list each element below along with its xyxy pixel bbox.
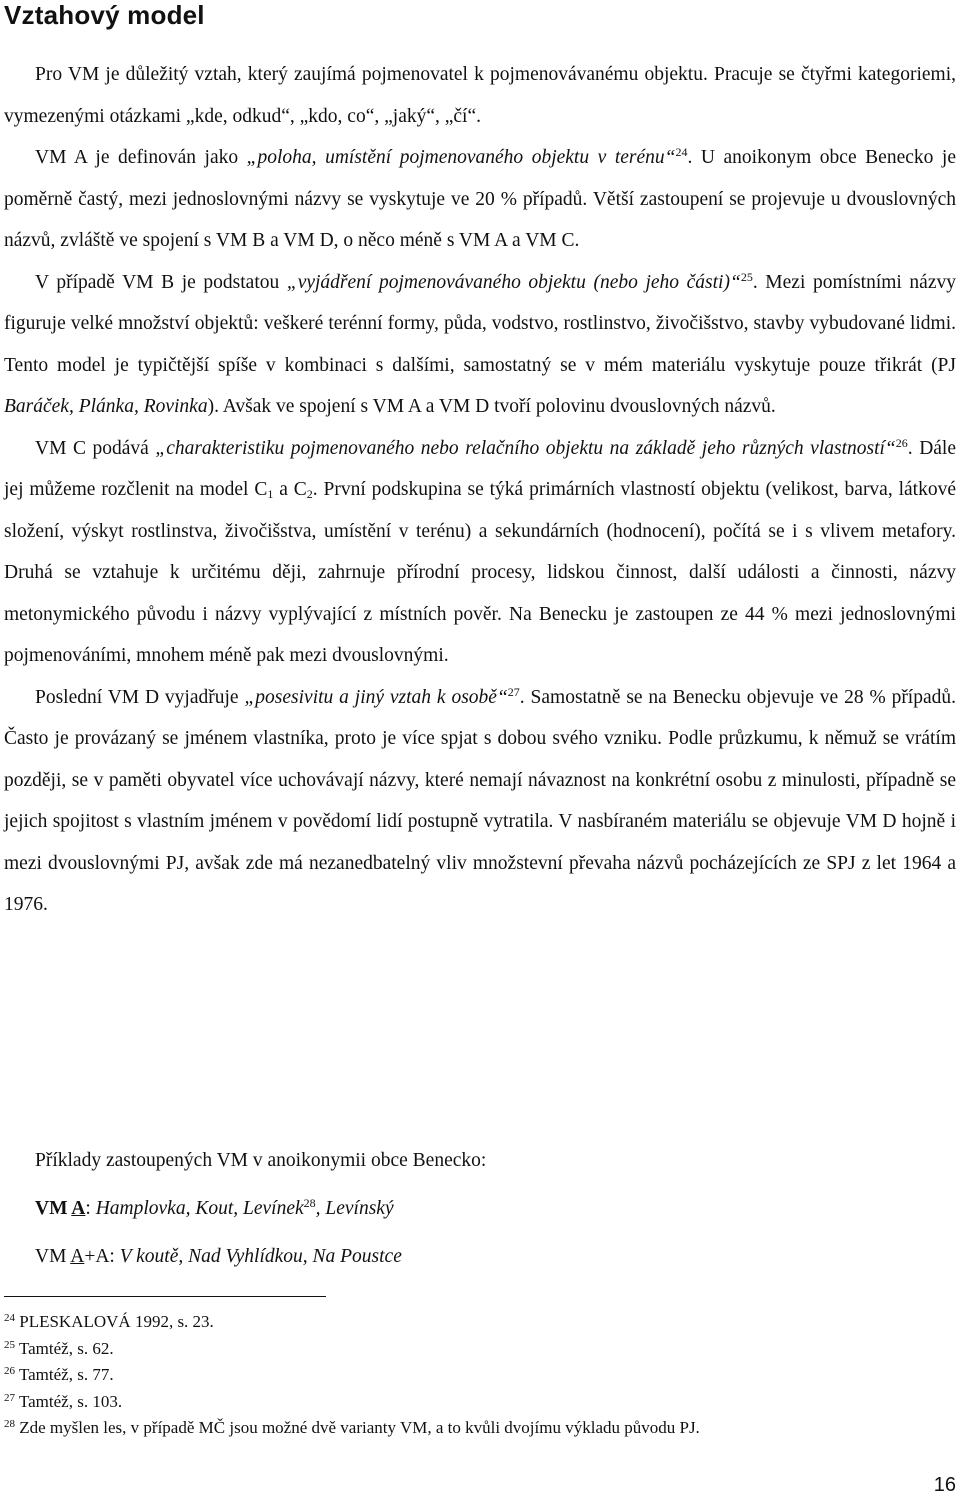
footnote-text: Zde myšlen les, v případě MČ jsou možné dvě varianty VM, a to kvůli dvojímu výkladu původu PJ.: [15, 1418, 700, 1437]
p2-text-c: . U anoikonym obce Benecko je poměrně častý, mezi jednoslovnými názvy se vyskytuje ve 20 % případů. Větší zastoupení se projevuje u dvouslovných názvů, zvláště ve spojení s VM B a VM D, o něco méně s VM A a VM C.: [4, 147, 956, 251]
footnote-number: 27: [4, 1391, 15, 1404]
vm-a-colon: :: [85, 1198, 96, 1219]
footnote-number: 25: [4, 1338, 15, 1351]
footnote-ref-25: 25: [740, 269, 753, 284]
p3-text-e: ). Avšak ve spojení s VM A a VM D tvoří polovinu dvouslovných názvů.: [207, 396, 776, 417]
footnotes: [4, 1309, 956, 1442]
paragraph-1: Pro VM je důležitý vztah, který zaujímá pojmenovatel k pojmenovávanému objektu. Pracuje se čtyřmi kategoriemi, vymezenými otázkami „kde, odkud“, „kdo, co“, „jaký“, „čí“.: [4, 64, 956, 127]
footnote-ref-26: 26: [895, 435, 908, 450]
footnote-number: 24: [4, 1312, 15, 1324]
section-heading: Vztahový model: [4, 0, 205, 30]
footnote-ref-24: 24: [675, 145, 688, 159]
paragraph-5: [4, 677, 956, 926]
page-number: 16: [933, 1474, 956, 1496]
examples-line-2: [4, 1233, 956, 1281]
vm-a-label: [35, 1198, 85, 1219]
p2-quote: „poloha, umístění pojmenovaného objektu v terénu“: [246, 147, 676, 168]
footnote-28: [4, 1415, 956, 1442]
vm-a-examples: Hamplovka, Kout, Levínek: [95, 1198, 304, 1219]
footnote-text: Tamtéž, s. 77.: [15, 1365, 114, 1384]
p3-text-c: . Mezi pomístními názvy figuruje velké množství objektů: veškeré terénní formy, půda, vodstvo, rostlinstvo, živočišstvo, stavby vybudované lidmi. Tento model je typičtější spíše v kombinaci s dalšími, samostatný se v mém materiálu vyskytuje pouze třikrát (PJ: [4, 271, 956, 376]
subscript-2: 2: [306, 487, 313, 501]
footnote-number: 28: [4, 1418, 15, 1430]
footnote-27: [4, 1389, 956, 1416]
p4-text-d: a C: [273, 479, 307, 500]
p5-text-c: . Samostatně se na Benecku objevuje ve 28 % případů. Často je provázaný se jménem vlastníka, proto je více spjat s dobou svého vzniku. Podle průzkumu, k němuž se vrátím později, se v paměti obyvatel více uchovávají názvy, které nemají návaznost na konkrétní osobu z minulosti, případně se jejich spojitost s vlastním jménem v povědomí lidí postupně vytratila. V nasbíraném materiálu se objevuje VM D hojně i mezi dvouslovnými PJ, avšak zde má nezanedbatelný vliv množstevní převaha názvů pocházejících ze SPJ z let 1964 a 1976.: [4, 686, 957, 915]
examples-line-1: [4, 1185, 956, 1233]
subscript-1: 1: [267, 487, 274, 501]
body-text: [4, 54, 956, 926]
vm-aa-letter: A: [70, 1246, 85, 1267]
p3-quote: „vyjádření pojmenovávaného objektu (nebo jeho části)“: [286, 271, 741, 293]
footnote-text: PLESKALOVÁ 1992, s. 23.: [15, 1312, 214, 1331]
vm-a-label-letter: A: [71, 1198, 86, 1219]
footnote-text: Tamtéž, s. 62.: [15, 1338, 114, 1358]
p4-text-e: . První podskupina se týká primárních vlastností objektu (velikost, barva, látkové složení, výskyt rostlinstva, živočišstva, umístění v terénu) a sekundárních (hodnocení), počítá se i s vlivem metafory. Druhá se vztahuje k určitému ději, zahrnuje přírodní procesy, lidskou činnost, další události a činnosti, názvy metonymického původu i názvy vyplývající z místních pověr. Na Benecku je zastoupen ze 44 % mezi jednoslovnými pojmenováními, mnohem méně pak mezi dvouslovnými.: [4, 479, 956, 666]
footnote-text: Tamtéž, s. 103.: [15, 1391, 123, 1411]
p4-text-a: VM C podává: [35, 437, 156, 459]
p3-examples: Baráček, Plánka, Rovinka: [4, 396, 208, 417]
p4-text-c: . Dále jej můžeme rozčlenit na model C: [4, 437, 956, 500]
paragraph-3: [4, 262, 956, 428]
vm-a-examples-tail: , Levínský: [315, 1198, 394, 1219]
footnote-separator: [4, 1296, 326, 1297]
vm-aa-suffix: +A:: [84, 1246, 120, 1267]
paragraph-4: [4, 428, 956, 677]
vm-aa-examples: V koutě, Nad Vyhlídkou, Na Poustce: [119, 1246, 402, 1267]
p5-quote: „posesivitu a jiný vztah k osobě“: [244, 686, 508, 708]
footnote-24: [4, 1309, 956, 1336]
footnote-25: [4, 1336, 956, 1363]
examples-intro: Příklady zastoupených VM v anoikonymii obce Benecko:: [35, 1150, 487, 1171]
paragraph-2: [4, 137, 956, 262]
p2-text-a: VM A je definován jako: [35, 147, 247, 168]
p3-text-a: V případě VM B je podstatou: [35, 271, 287, 293]
footnote-ref-28: 28: [303, 1196, 316, 1210]
vm-aa-prefix: VM: [35, 1246, 71, 1267]
footnote-ref-27: 27: [507, 684, 520, 699]
p5-text-a: Poslední VM D vyjadřuje: [35, 686, 245, 708]
footnote-number: 26: [4, 1365, 15, 1377]
examples-section: [4, 1137, 956, 1281]
vm-a-label-prefix: VM: [35, 1198, 72, 1219]
footnote-26: [4, 1362, 956, 1389]
p4-quote: „charakteristiku pojmenovaného nebo relačního objektu na základě jeho různých vlastností“: [155, 437, 896, 459]
